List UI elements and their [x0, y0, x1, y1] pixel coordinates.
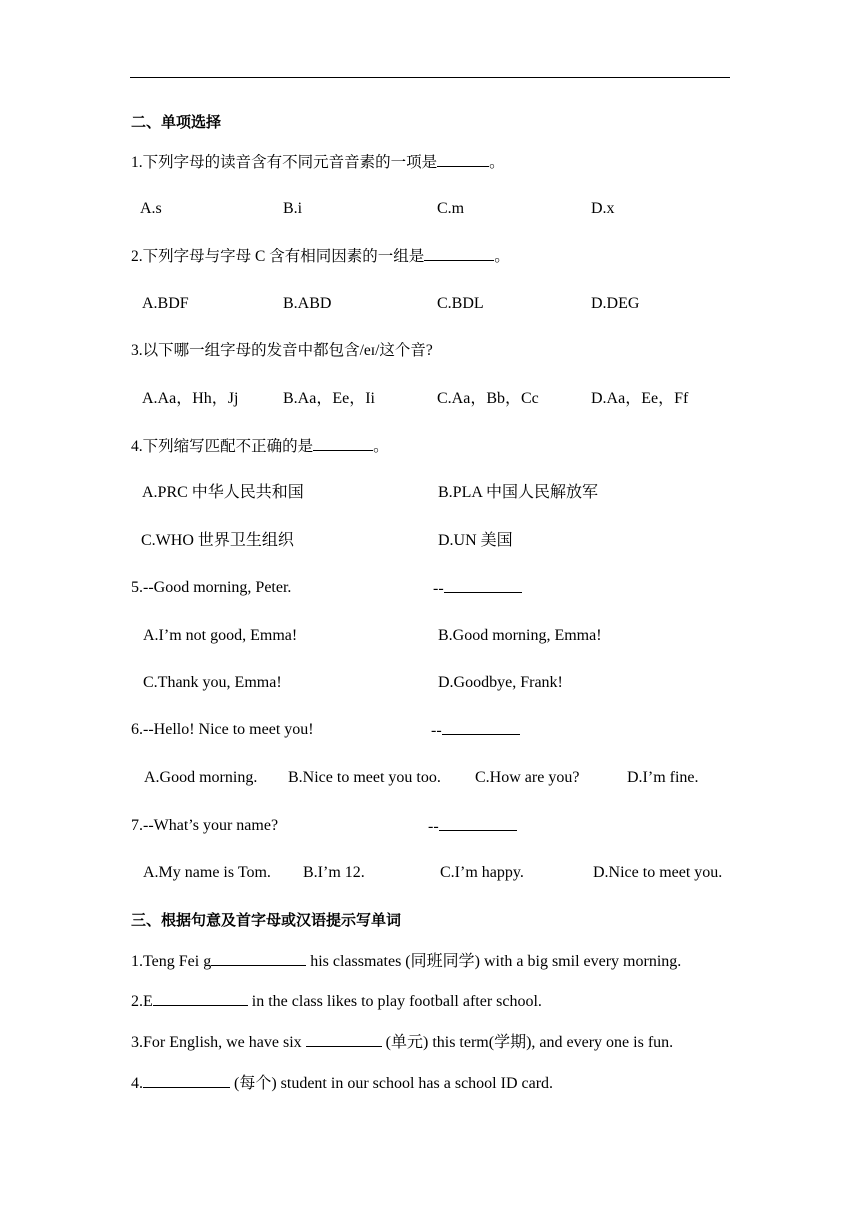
q2-option-a[interactable]: A.BDF [142, 295, 189, 312]
question-7-response: -- [428, 816, 517, 837]
question-1-stem: 1.下列字母的读音含有不同元音音素的一项是 [131, 154, 438, 171]
q2-option-b[interactable]: B.ABD [283, 295, 332, 312]
question-1-tail: 。 [489, 154, 505, 171]
fill-item-1: 1.Teng Fei g his classmates (同班同学) with a big smil every morning. [131, 953, 682, 970]
fill-item-2: 2.E in the class likes to play football after school. [131, 993, 542, 1010]
q1-option-d[interactable]: D.x [591, 200, 615, 217]
q3-option-b[interactable]: B.Aa，Ee，Ii [283, 390, 375, 407]
q6-option-a[interactable]: A.Good morning. [144, 769, 258, 786]
q3-option-a[interactable]: A.Aa，Hh，Jj [142, 390, 239, 407]
answer-blank[interactable] [444, 578, 522, 593]
answer-blank[interactable] [211, 951, 306, 966]
question-2-tail: 。 [494, 248, 510, 265]
q6-option-b[interactable]: B.Nice to meet you too. [288, 769, 441, 786]
answer-blank[interactable] [313, 436, 373, 451]
q1-option-a[interactable]: A.s [140, 200, 162, 217]
q4-option-c[interactable]: C.WHO 世界卫生组织 [141, 532, 294, 549]
question-6-response: -- [431, 720, 520, 741]
header-rule [130, 77, 730, 78]
fill-item-3: 3.For English, we have six (单元) this term(学期), and every one is fun. [131, 1034, 674, 1051]
q2-option-d[interactable]: D.DEG [591, 295, 640, 312]
answer-blank[interactable] [424, 246, 494, 261]
q4-option-a[interactable]: A.PRC 中华人民共和国 [142, 484, 304, 501]
q5-option-d[interactable]: D.Goodbye, Frank! [438, 674, 563, 691]
answer-blank[interactable] [153, 991, 248, 1006]
question-2 [131, 246, 510, 267]
q3-option-c[interactable]: C.Aa，Bb，Cc [437, 390, 539, 407]
question-4-stem: 4.下列缩写匹配不正确的是 [131, 438, 314, 455]
answer-blank[interactable] [306, 1032, 382, 1047]
q4-option-b[interactable]: B.PLA 中国人民解放军 [438, 484, 599, 501]
question-4-tail: 。 [373, 438, 389, 455]
question-3: 3.以下哪一组字母的发音中都包含/eɪ/这个音? [131, 342, 433, 359]
q5-option-c[interactable]: C.Thank you, Emma! [143, 674, 282, 691]
question-7: 7.--What’s your name? [131, 817, 279, 834]
q5-option-a[interactable]: A.I’m not good, Emma! [143, 627, 298, 644]
section-3-heading: 三、根据句意及首字母或汉语提示写单词 [131, 911, 402, 929]
question-2-stem: 2.下列字母与字母 C 含有相同因素的一组是 [131, 248, 425, 265]
q6-option-c[interactable]: C.How are you? [475, 769, 580, 786]
q5-option-b[interactable]: B.Good morning, Emma! [438, 627, 602, 644]
q7-option-b[interactable]: B.I’m 12. [303, 864, 365, 881]
q7-option-a[interactable]: A.My name is Tom. [143, 864, 271, 881]
question-1 [131, 152, 505, 173]
question-6: 6.--Hello! Nice to meet you! [131, 721, 314, 738]
answer-blank[interactable] [143, 1073, 230, 1088]
answer-blank[interactable] [439, 816, 517, 831]
q7-option-c[interactable]: C.I’m happy. [440, 864, 524, 881]
q6-option-d[interactable]: D.I’m fine. [627, 769, 699, 786]
q7-option-d[interactable]: D.Nice to meet you. [593, 864, 723, 881]
question-5: 5.--Good morning, Peter. [131, 579, 292, 596]
q1-option-b[interactable]: B.i [283, 200, 303, 217]
q3-option-d[interactable]: D.Aa，Ee，Ff [591, 390, 689, 407]
section-2-heading: 二、单项选择 [131, 113, 222, 131]
answer-blank[interactable] [442, 720, 520, 735]
question-4 [131, 436, 389, 457]
answer-blank[interactable] [437, 152, 489, 167]
fill-item-4: 4. (每个) student in our school has a school ID card. [131, 1075, 554, 1092]
question-5-response: -- [433, 578, 522, 599]
q2-option-c[interactable]: C.BDL [437, 295, 484, 312]
q4-option-d[interactable]: D.UN 美国 [438, 532, 513, 549]
q1-option-c[interactable]: C.m [437, 200, 465, 217]
